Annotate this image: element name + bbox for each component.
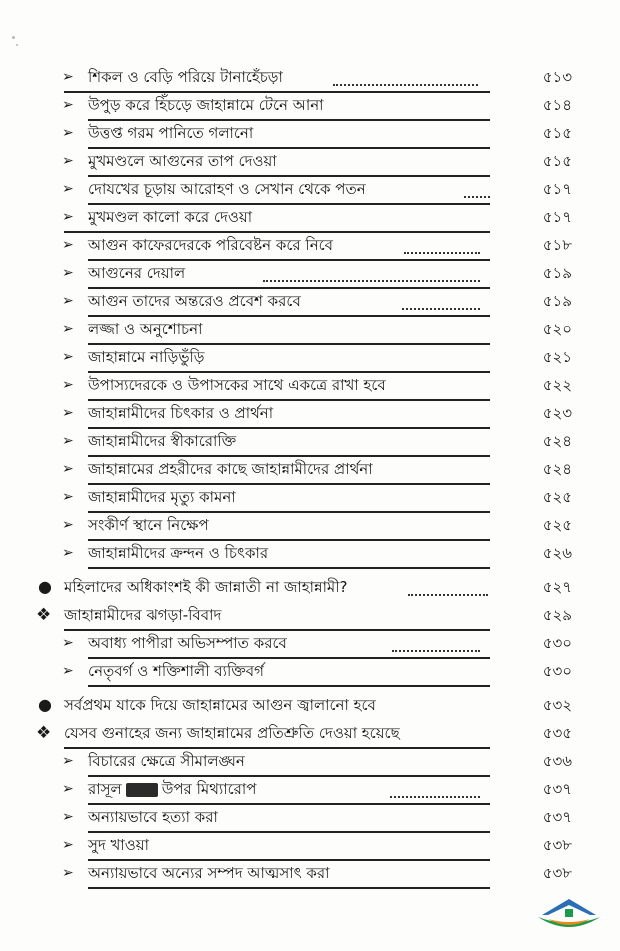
toc-entry-page-number: ৫৩৭ bbox=[542, 808, 572, 826]
publisher-logo-icon bbox=[534, 893, 604, 933]
diamond-star-icon: ❖ bbox=[36, 605, 52, 625]
toc-entry-title: সুদ খাওয়া bbox=[88, 836, 149, 854]
toc-entry-page-number: ৫৩৬ bbox=[542, 752, 572, 770]
arrow-icon: ➢ bbox=[62, 809, 74, 825]
toc-entry-page-number: ৫২৪ bbox=[542, 460, 572, 478]
toc-entry-page-number: ৫১৯ bbox=[542, 264, 572, 282]
toc-entry bbox=[0, 176, 620, 204]
arrow-icon: ➢ bbox=[62, 489, 74, 505]
arrow-icon: ➢ bbox=[62, 433, 74, 449]
arrow-icon: ➢ bbox=[62, 635, 74, 651]
toc-entry-page-number: ৫৩২ bbox=[542, 696, 572, 714]
arrow-icon: ➢ bbox=[62, 237, 74, 253]
arrow-icon: ➢ bbox=[62, 349, 74, 365]
toc-entry-page-number: ৫৩৮ bbox=[542, 836, 572, 854]
arrow-icon: ➢ bbox=[62, 153, 74, 169]
arrow-icon: ➢ bbox=[62, 209, 74, 225]
dot-icon: ● bbox=[38, 577, 52, 596]
toc-entry-page-number: ৫১৫ bbox=[542, 124, 572, 142]
toc-entry-page-number: ৫১৩ bbox=[542, 68, 572, 86]
toc-entry-page-number: ৫৩৭ bbox=[542, 780, 572, 798]
dot-leader bbox=[464, 182, 490, 198]
toc-entry-page-number: ৫২২ bbox=[542, 376, 572, 394]
toc-entry bbox=[0, 456, 620, 484]
arrow-icon: ➢ bbox=[62, 181, 74, 197]
toc-entry-title: মুখমণ্ডলে আগুনের তাপ দেওয়া bbox=[88, 152, 277, 170]
arrow-icon: ➢ bbox=[62, 69, 74, 85]
toc-entry-title: আগুন কাফেরদেরকে পরিবেষ্টন করে নিবে bbox=[88, 236, 334, 254]
dot-icon: ● bbox=[38, 695, 52, 714]
toc-entry bbox=[0, 832, 620, 860]
dot-leader bbox=[392, 636, 480, 652]
toc-entry-title-part: উপর মিথ্যারোপ bbox=[161, 780, 257, 798]
toc-entry bbox=[0, 692, 620, 720]
toc-entry-page-number: ৫১৭ bbox=[542, 208, 572, 226]
toc-entry-title: জাহান্নামের প্রহরীদের কাছে জাহান্নামীদের প্রার্থনা bbox=[88, 460, 373, 478]
arrow-icon: ➢ bbox=[62, 125, 74, 141]
toc-entry-page-number: ৫৩০ bbox=[542, 662, 572, 680]
toc-entry bbox=[0, 720, 620, 748]
diamond-star-icon: ❖ bbox=[36, 723, 52, 743]
toc-entry bbox=[0, 400, 620, 428]
toc-entry bbox=[0, 602, 620, 630]
toc-entry-page-number: ৫২৯ bbox=[542, 606, 572, 624]
toc-entry-title: মুখমণ্ডল কালো করে দেওয়া bbox=[88, 208, 253, 226]
arrow-icon: ➢ bbox=[62, 663, 74, 679]
dot-leader bbox=[408, 580, 488, 596]
toc-entry-title: দোযখের চূড়ায় আরোহণ ও সেখান থেকে পতন bbox=[88, 180, 366, 198]
dot-leader bbox=[263, 266, 480, 282]
toc-entry bbox=[0, 540, 620, 568]
toc-entry-title: সর্বপ্রথম যাকে দিয়ে জাহান্নামের আগুন জ্বালানো হবে bbox=[64, 696, 376, 714]
paper-speck bbox=[16, 44, 18, 46]
toc-entry-page-number: ৫৩০ bbox=[542, 634, 572, 652]
logo-core bbox=[565, 909, 573, 917]
toc-entry-title: উপুড় করে হিঁচড়ে জাহান্নামে টেনে আনা bbox=[88, 96, 324, 114]
toc-entry-title-part: রাসূল bbox=[88, 780, 122, 798]
toc-entry-page-number: ৫৩৮ bbox=[542, 864, 572, 882]
toc-entry-title: লজ্জা ও অনুশোচনা bbox=[88, 320, 203, 338]
toc-entry bbox=[0, 372, 620, 400]
toc-entry bbox=[0, 860, 620, 888]
arrow-icon: ➢ bbox=[62, 461, 74, 477]
arrow-icon: ➢ bbox=[62, 837, 74, 853]
arrow-icon: ➢ bbox=[62, 293, 74, 309]
toc-entry-title: যেসব গুনাহের জন্য জাহান্নামের প্রতিশ্রুতি দেওয়া হয়েছে bbox=[64, 724, 400, 742]
toc-entry-page-number: ৫২৬ bbox=[542, 544, 572, 562]
toc-entry-page-number: ৫২৫ bbox=[542, 516, 572, 534]
arrow-icon: ➢ bbox=[62, 517, 74, 533]
toc-entry-title: জাহান্নামীদের চিৎকার ও প্রার্থনা bbox=[88, 404, 274, 422]
toc-entry-page-number: ৫২৭ bbox=[542, 578, 572, 596]
toc-entry-page-number: ৫১৭ bbox=[542, 180, 572, 198]
toc-entry bbox=[0, 428, 620, 456]
arrow-icon: ➢ bbox=[62, 405, 74, 421]
toc-entry bbox=[0, 316, 620, 344]
toc-entry-title: জাহান্নামে নাড়িভুঁড়ি bbox=[88, 348, 205, 366]
toc-entry-title: উত্তপ্ত গরম পানিতে গলানো bbox=[88, 124, 254, 142]
toc-entry-title: আগুন তাদের অন্তরেও প্রবেশ করবে bbox=[88, 292, 301, 310]
arrow-icon: ➢ bbox=[62, 377, 74, 393]
toc-entry bbox=[0, 574, 620, 602]
toc-entry-title: অন্যায়ভাবে অন্যের সম্পদ আত্মসাৎ করা bbox=[88, 864, 330, 882]
toc-entry bbox=[0, 120, 620, 148]
toc-entry-page-number: ৫২৪ bbox=[542, 432, 572, 450]
toc-entry-title: মহিলাদের অধিকাংশই কী জান্নাতী না জাহান্নামী? bbox=[64, 578, 348, 596]
toc-entry bbox=[0, 658, 620, 686]
toc-entry bbox=[0, 776, 620, 804]
toc-entry bbox=[0, 64, 620, 92]
dot-leader bbox=[404, 238, 480, 254]
paper-speck bbox=[12, 36, 15, 39]
toc-entry bbox=[0, 630, 620, 658]
toc-entry-title: জাহান্নামীদের স্বীকারোক্তি bbox=[88, 432, 237, 450]
toc-entry bbox=[0, 344, 620, 372]
toc-entry-title: নেতৃবর্গ ও শক্তিশালী ব্যক্তিবর্গ bbox=[88, 662, 264, 680]
toc-entry-page-number: ৫৩৫ bbox=[542, 724, 572, 742]
toc-entry bbox=[0, 804, 620, 832]
row-underline bbox=[88, 567, 490, 569]
arrow-icon: ➢ bbox=[62, 753, 74, 769]
toc-entry bbox=[0, 204, 620, 232]
toc-entry bbox=[0, 260, 620, 288]
dot-leader bbox=[402, 294, 480, 310]
arrow-icon: ➢ bbox=[62, 97, 74, 113]
toc-entry-page-number: ৫২৫ bbox=[542, 488, 572, 506]
toc-entry-page-number: ৫১৪ bbox=[542, 96, 572, 114]
toc-entry-page-number: ৫২৩ bbox=[542, 404, 572, 422]
row-underline bbox=[88, 887, 490, 889]
arrow-icon: ➢ bbox=[62, 321, 74, 337]
toc-entry-title: অন্যায়ভাবে হত্যা করা bbox=[88, 808, 218, 826]
toc-entry-page-number: ৫১৮ bbox=[542, 236, 572, 254]
toc-entry bbox=[0, 484, 620, 512]
dot-leader bbox=[390, 782, 480, 798]
toc-entry bbox=[0, 92, 620, 120]
toc-entry bbox=[0, 512, 620, 540]
toc-entry-title: বিচারের ক্ষেত্রে সীমালঙ্ঘন bbox=[88, 752, 245, 770]
toc-entry bbox=[0, 748, 620, 776]
toc-entry-title: আগুনের দেয়াল bbox=[88, 264, 186, 282]
arrow-icon: ➢ bbox=[62, 545, 74, 561]
toc-entry-title: সংকীর্ণ স্থানে নিক্ষেপ bbox=[88, 516, 209, 534]
toc-entry-title: জাহান্নামীদের ঝগড়া-বিবাদ bbox=[64, 606, 222, 624]
toc-entry-title: উপাস্যদেরকে ও উপাসকের সাথে একত্রে রাখা হবে bbox=[88, 376, 386, 394]
toc-entry bbox=[0, 288, 620, 316]
toc-entry-page-number: ৫২১ bbox=[542, 348, 572, 366]
toc-entry-page-number: ৫১৫ bbox=[542, 152, 572, 170]
toc-entry bbox=[0, 148, 620, 176]
row-underline bbox=[88, 685, 490, 687]
arrow-icon: ➢ bbox=[62, 781, 74, 797]
toc-entry-title: জাহান্নামীদের মৃত্যু কামনা bbox=[88, 488, 236, 506]
calligraphy-seal-icon bbox=[126, 783, 158, 797]
toc-entry-title: অবাধ্য পাপীরা অভিসম্পাত করবে bbox=[88, 634, 287, 652]
toc-entry-title: শিকল ও বেড়ি পরিয়ে টানাহেঁচড়া bbox=[88, 68, 283, 86]
toc-entry-title: জাহান্নামীদের ক্রন্দন ও চিৎকার bbox=[88, 544, 269, 562]
toc-entry-page-number: ৫১৯ bbox=[542, 292, 572, 310]
toc-entry bbox=[0, 232, 620, 260]
arrow-icon: ➢ bbox=[62, 865, 74, 881]
toc-entry-page-number: ৫২০ bbox=[542, 320, 572, 338]
arrow-icon: ➢ bbox=[62, 265, 74, 281]
dot-leader bbox=[333, 70, 478, 86]
toc-entry-title bbox=[88, 778, 256, 800]
